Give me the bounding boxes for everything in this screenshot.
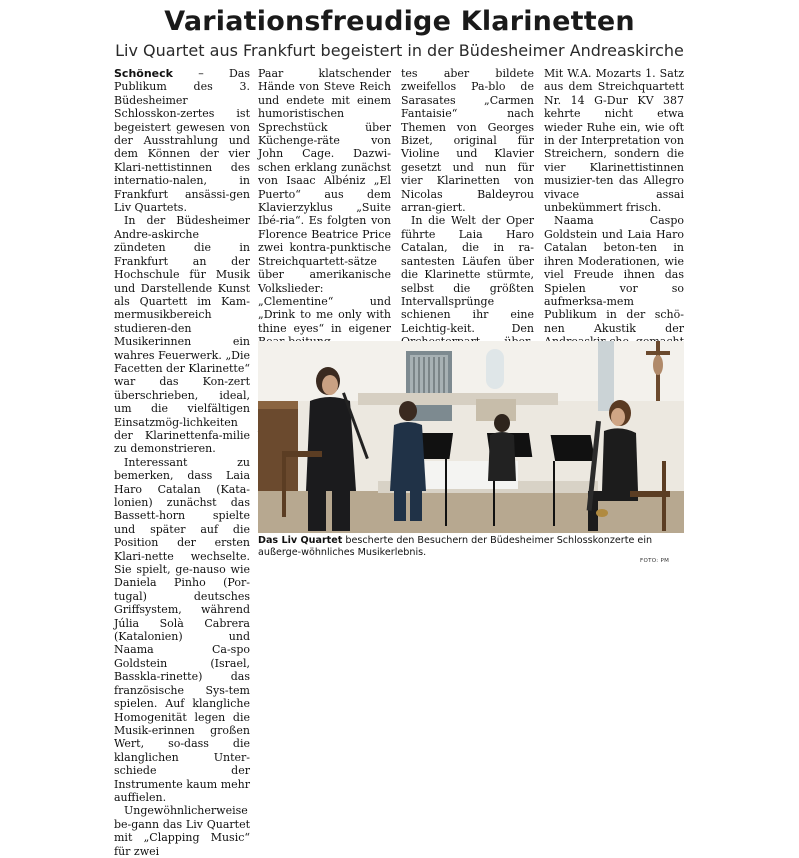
subheadline: Liv Quartet aus Frankfurt begeistert in der Büdesheimer Andreaskirche — [115, 41, 684, 60]
paragraph: Interessant zu bemerken, dass Laia Haro Catalan (Kata-lonien) zunächst das Bassett-horn spielte und später auf die Position der ersten Klari-nette wechselte. Sie spielt, ge-nauso wie Daniela Pinho (Por-tugal) deutsches Griffsystem, während Júlia Solà Cabrera (Katalonien) und Naama Ca-spo Goldstein (Israel, Bassklа-rinette) das französische Sys-tem spielen. Auf klangliche Homogenität legen die Musik-erinnen großen Wert, so-dass die klanglichen Unter-schiede der Instrumente kaum mehr auffielen. — [114, 455, 250, 804]
headline: Variationsfreudige Klarinetten — [164, 6, 635, 37]
paragraph: Mit W.A. Mozarts 1. Satz aus dem Streichquartett Nr. 14 G-Dur KV 387 kehrte nicht etwa wieder Ruhe ein, wie oft in der Interpretation von Streichern, sondern die vier Klarinettistinnen musizier-ten das Allegro vivace assai unbekümmert frisch. — [544, 67, 684, 215]
photo-credit: FOTO: PM — [640, 558, 670, 564]
paragraph: tes aber bildete zweifellos Pa-blo de Sarasates „Carmen Fantaisie“ nach Themen von Georges Bizet, original für Violine und Klavier gesetzt und nun für vier Klarinetten von Nicolas Baldeyrou arran-giert. — [401, 67, 534, 215]
paragraph: Schöneck – Das Publikum des 3. Büdesheimer Schlosskon-zertes ist begeistert gewesen von der Ausstrahlung und dem Können der vier Klari-nettistinnen des internatio-nalen, in Frankfurt ansässi-gen Liv Quartets. — [114, 67, 250, 215]
caption-lead: Das Liv Quartet — [258, 535, 343, 546]
paragraph: Naama Caspo Goldstein und Laia Haro Catalan beton-ten in ihren Moderationen, wie viel Freude ihnen das Spielen vor so aufmerksa-mem Publikum in der schö-nen Akustik der — [544, 214, 684, 335]
paragraph: Ungewöhnlicherweise be-gann das Liv Quartet mit „Clapping Music“ für zwei — [114, 804, 250, 858]
article-column-1 — [114, 67, 250, 858]
paragraph: Paar klatschender Hände von Steve Reich und endete mit einem humoristischen Sprechstück über Küchenge-räte von John Cage. Dazwi-schen erklang zunächst von Isaac Albéniz „El Puerto“ aus dem Klavierzyklus „Suite Ibé-ria“. Es folgten von Florence Beatrice Price zwei kontra-punktische Streichquartett-sätze über amerikanische Volkslieder: „Clementine“ und „Drink to me only with thine eyes“ in eigener — [258, 67, 391, 335]
photo-caption — [258, 535, 684, 558]
paragraph: In der Büdesheimer Andre-askirche zündeten die in Frankfurt an der Hochschule für Musik und Darstellende Kunst als Quartett im Kam-mermusikbereich studieren-den Musikerinnen ein wahres Feuerwerk. „Die Facetten der Klarinette“ war das Kon-zert überschrieben, ideal, um die vielfältigen Einsatzmög-lichkeiten der Klarinettenfa-milie zu demonstrieren. — [114, 214, 250, 456]
dateline: Schöneck — [114, 67, 173, 80]
concert-photo — [258, 341, 684, 533]
caption-text: bescherte den Besuchern der Büdesheimer Schlosskonzerte ein außerge-wöhnliches Musikerlebnis. — [258, 535, 653, 558]
paragraph: In die Welt der Oper führte Laia Haro Catalan, die in ra-santesten Läufen über die Klarinette stürmte, selbst die größten Intervallsprünge schienen ihr eine Leichtig-keit. Den — [401, 214, 534, 335]
